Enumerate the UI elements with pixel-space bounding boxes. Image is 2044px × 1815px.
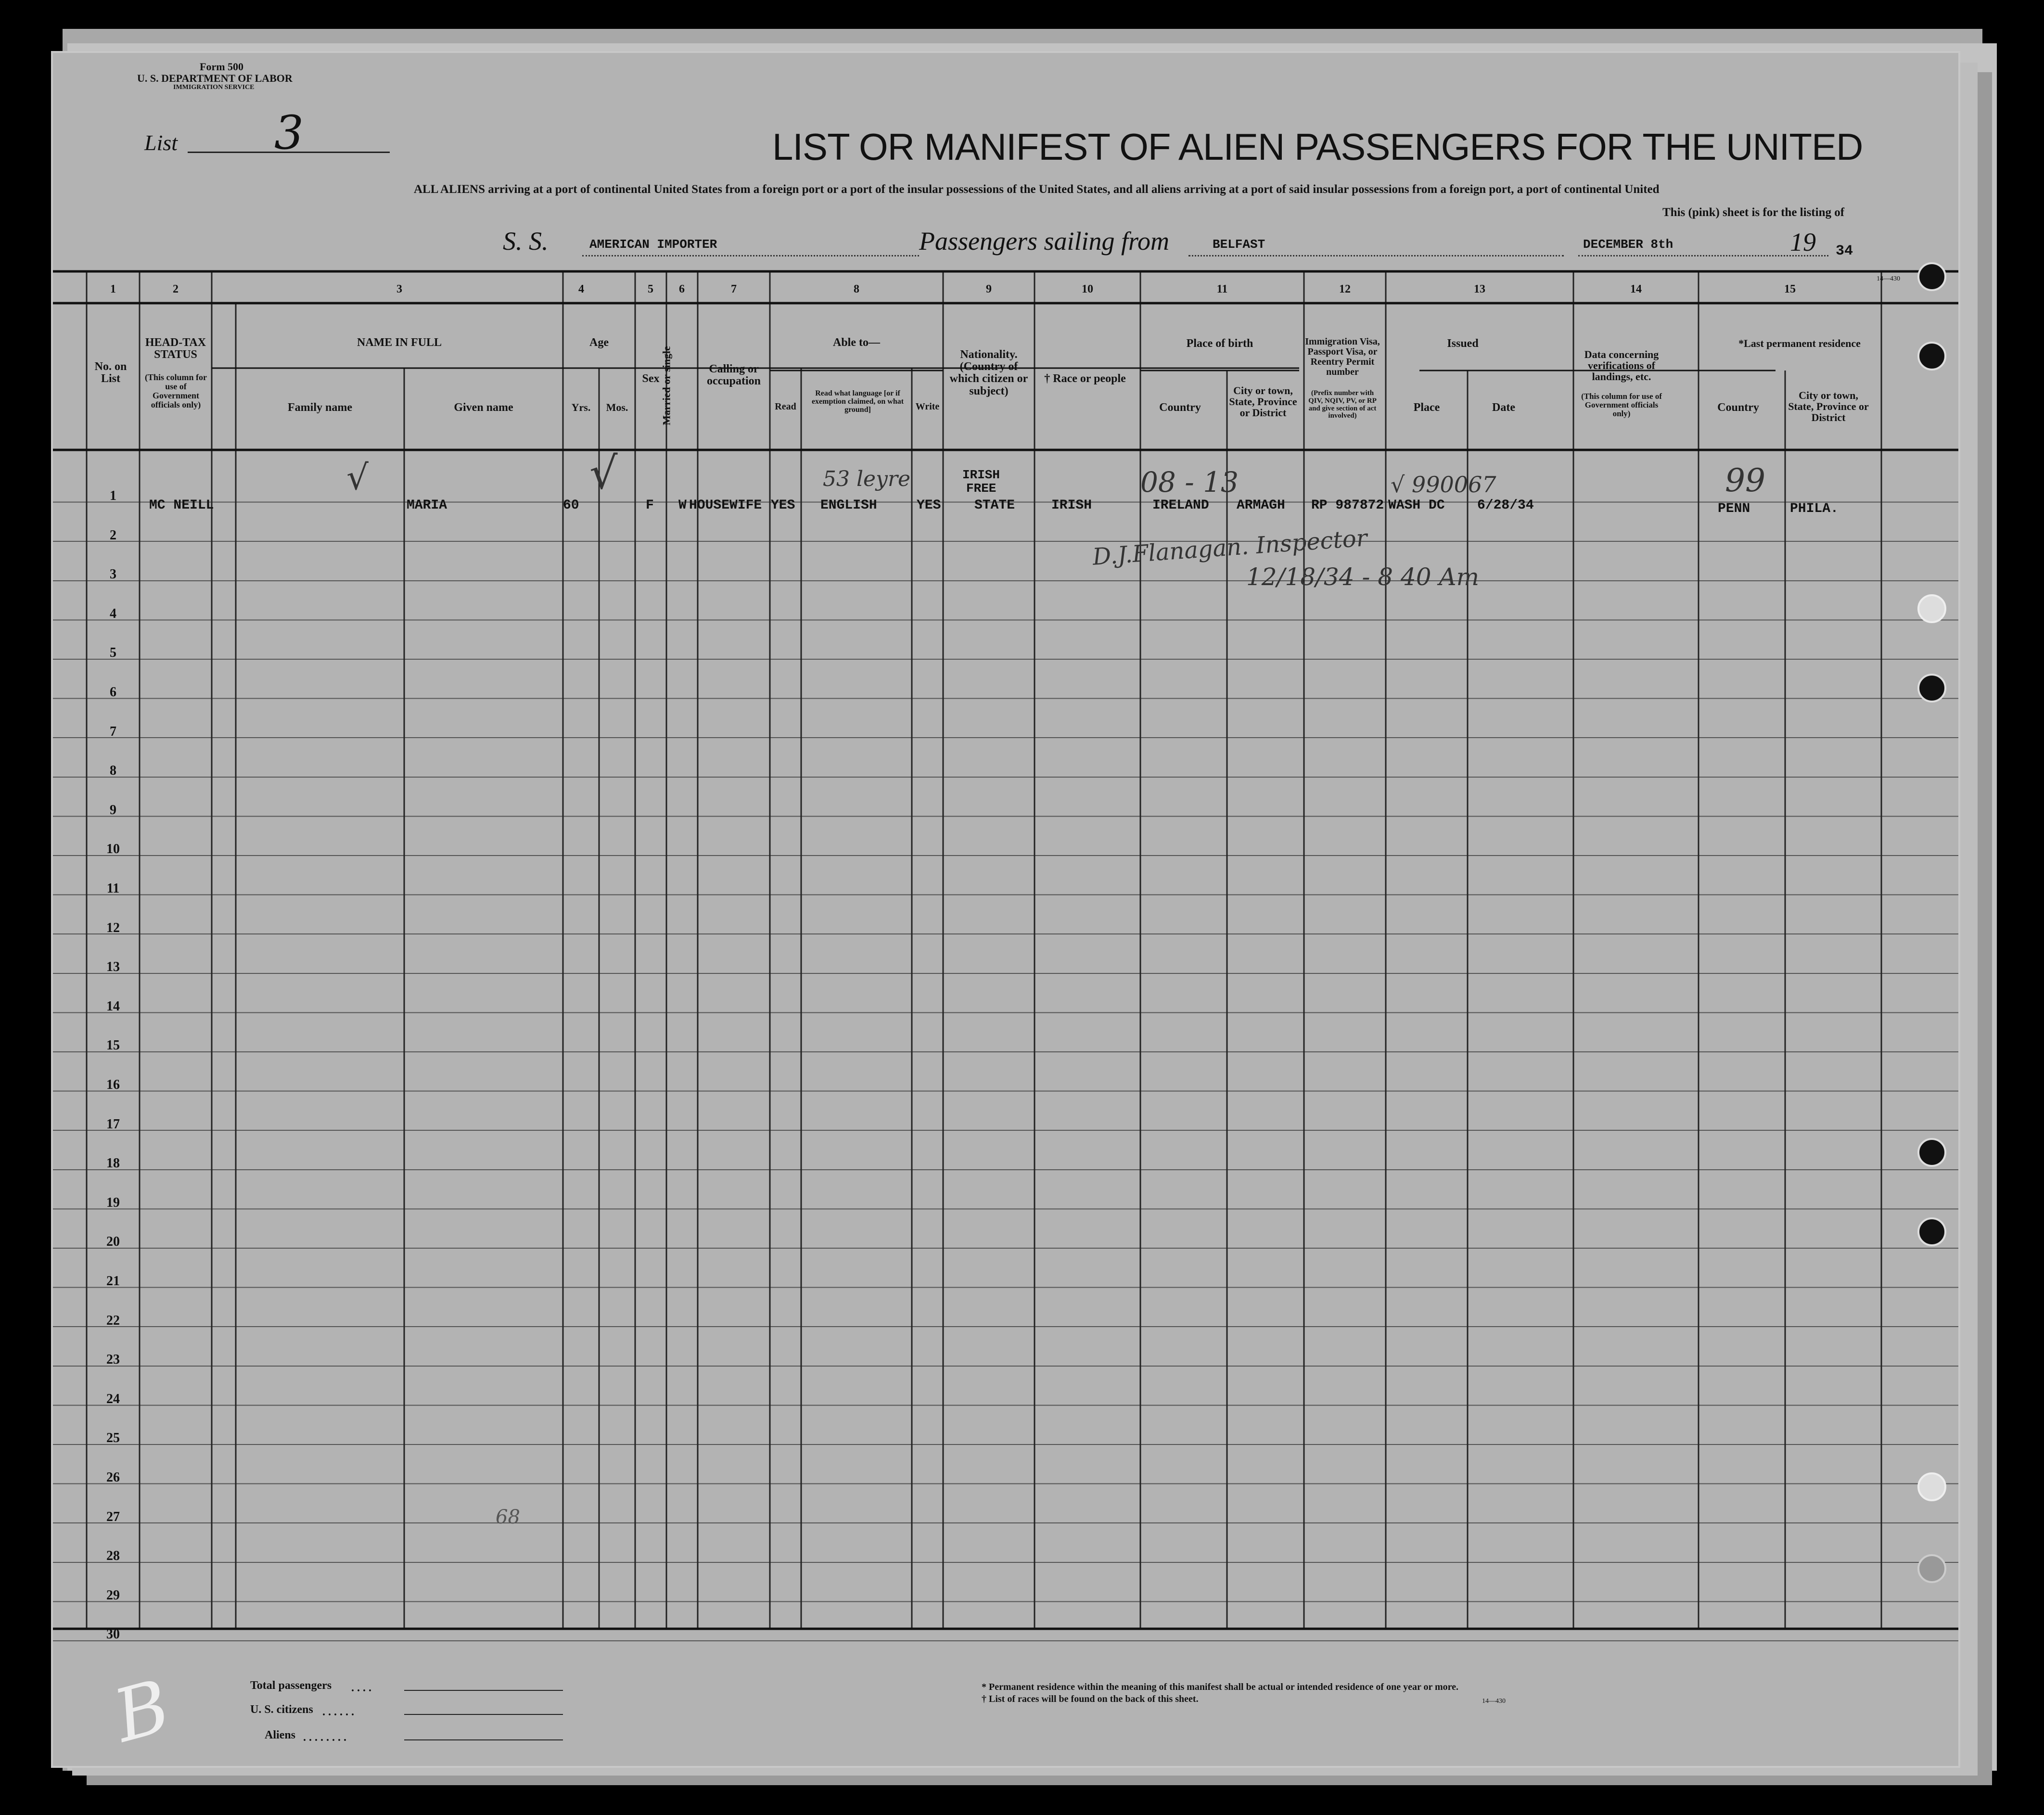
footer-note-races: † List of races will be found on the back of this sheet.	[982, 1694, 1199, 1704]
language-cell: ENGLISH	[820, 498, 877, 513]
column-number: 4	[578, 283, 584, 295]
row-number: 25	[106, 1431, 120, 1446]
row-number: 16	[106, 1077, 120, 1092]
write-cell: YES	[917, 498, 941, 513]
header-able-to: Able to—	[833, 336, 880, 349]
header-family-name: Family name	[288, 401, 352, 414]
issued-place-cell: WASH DC	[1388, 498, 1445, 513]
row-number: 11	[106, 881, 120, 896]
port-name: BELFAST	[1213, 237, 1265, 252]
header-data-concerning: Data concerning verifications of landings, etc.	[1584, 348, 1659, 383]
row-number: 27	[106, 1509, 120, 1524]
row-number: 9	[110, 802, 116, 818]
column-number: 9	[986, 283, 992, 295]
ss-label: S. S.	[503, 227, 549, 256]
column-number: 10	[1082, 283, 1093, 295]
nationality-line-3: STATE	[974, 498, 1015, 513]
column-number: 11	[1216, 283, 1228, 295]
race-cell: IRISH	[1051, 498, 1092, 513]
ship-name: AMERICAN IMPORTER	[589, 237, 717, 252]
year-suffix: 34	[1836, 243, 1853, 259]
header-last-residence: *Last permanent residence	[1738, 337, 1861, 349]
row-number: 7	[110, 724, 116, 739]
handwritten-inspector-signature: D.J.Flanagan. Inspector	[1091, 524, 1368, 571]
header-yrs: Yrs.	[571, 401, 591, 413]
binder-hole	[1917, 594, 1946, 623]
column-number: 15	[1784, 283, 1796, 295]
row-number: 10	[106, 842, 120, 857]
service-label: IMMIGRATION SERVICE	[173, 84, 255, 91]
column-number: 5	[648, 283, 653, 295]
header-birth-country: Country	[1159, 401, 1201, 414]
row-number: 3	[110, 567, 116, 582]
handwritten-68: 68	[496, 1506, 520, 1528]
binder-hole	[1917, 1138, 1946, 1167]
binder-hole	[1917, 342, 1946, 371]
manifest-title: LIST OR MANIFEST OF ALIEN PASSENGERS FOR THE UNITED	[772, 126, 1863, 168]
row-number: 24	[106, 1391, 120, 1406]
header-res-city: City or town, State, Province or District	[1788, 389, 1869, 424]
header-visa-note: (Prefix number with QIV, NQIV, PV, or RP and give section of act involved)	[1308, 389, 1377, 420]
header-no-on-list: No. on List	[94, 360, 127, 385]
column-number: 7	[731, 283, 737, 295]
footer-aliens-line	[404, 1739, 563, 1740]
manifest-grid	[53, 53, 1958, 1766]
row-number: 17	[106, 1116, 120, 1132]
header-data-note: (This column for use of Government officials only)	[1581, 392, 1662, 418]
ship-underline	[582, 255, 919, 256]
row-number: 6	[110, 685, 116, 700]
header-calling: Calling or occupation	[706, 363, 761, 388]
sailing-label: Passengers sailing from	[919, 227, 1170, 256]
residence-city-cell: PHILA.	[1790, 501, 1839, 516]
header-issued-date: Date	[1492, 401, 1515, 414]
handwritten-corner-mark: B	[105, 1664, 179, 1759]
header-race: † Race or people	[1044, 372, 1126, 385]
binder-hole	[1917, 262, 1946, 291]
handwritten-birth-code: 08 - 13	[1140, 466, 1239, 498]
row-number: 8	[110, 763, 116, 779]
footer-us-citizens: U. S. citizens	[250, 1703, 313, 1716]
column-number: 3	[396, 283, 402, 295]
row-number: 13	[106, 959, 120, 975]
port-underline	[1188, 255, 1564, 256]
given-name-cell: MARIA	[407, 498, 447, 513]
column-number: 14	[1630, 283, 1642, 295]
list-label: List	[144, 130, 178, 155]
header-sex: Sex	[642, 372, 660, 385]
handwritten-check-family: √	[346, 457, 369, 498]
manifest-subtitle-1: ALL ALIENS arriving at a port of continental United States from a foreign port or a port of the insular possessions of the United States, and all aliens arriving at a port of said insular possessions from a foreign port, a port of continental United	[414, 183, 1660, 196]
footer-note-residence: * Permanent residence within the meaning of this manifest shall be actual or intended residence of one year or more.	[982, 1682, 1459, 1692]
row-number: 15	[106, 1038, 120, 1053]
read-cell: YES	[771, 498, 795, 513]
header-write: Write	[915, 401, 940, 412]
row-number: 14	[106, 998, 120, 1014]
row-number: 22	[106, 1313, 120, 1328]
footer-total-passengers: Total passengers	[250, 1679, 332, 1692]
column-number: 8	[854, 283, 859, 295]
row-number: 20	[106, 1234, 120, 1250]
footer-citizens-line	[404, 1714, 563, 1715]
header-head-tax-note: (This column for use of Government officials only)	[144, 372, 207, 409]
footer-aliens: Aliens	[265, 1729, 296, 1741]
column-number: 12	[1339, 283, 1351, 295]
header-given-name: Given name	[454, 401, 513, 414]
header-married: Married or single	[660, 346, 673, 425]
row-number: 1	[110, 488, 116, 503]
handwritten-read-note: 53 leyre	[823, 467, 911, 491]
age-years-cell: 60	[563, 498, 579, 513]
corner-code: 14—430	[1877, 275, 1900, 282]
header-birth-city: City or town, State, Province or District	[1229, 384, 1297, 419]
header-age: Age	[589, 336, 609, 349]
manifest-sheet	[53, 53, 1958, 1766]
handwritten-check-age: √	[589, 447, 618, 499]
marital-cell: W	[678, 498, 687, 513]
department-label: U. S. DEPARTMENT OF LABOR	[137, 72, 293, 84]
header-head-tax: HEAD-TAX STATUS	[145, 336, 206, 361]
occupation-cell: HOUSEWIFE	[689, 498, 762, 513]
binder-hole	[1917, 674, 1946, 703]
column-number: 6	[679, 283, 685, 295]
residence-country-cell: PENN	[1718, 501, 1750, 516]
form-number: Form 500	[200, 61, 244, 73]
footer-total-dots: . . . .	[351, 1682, 371, 1694]
binder-hole	[1917, 1217, 1946, 1246]
year-prefix: 19	[1790, 228, 1816, 256]
handwritten-visa-note: √ 990067	[1391, 472, 1496, 498]
nationality-line-2: FREE	[966, 481, 996, 496]
binder-hole	[1917, 1472, 1946, 1501]
visa-number-cell: RP 987872	[1311, 498, 1384, 513]
header-name-in-full: NAME IN FULL	[357, 336, 442, 349]
footer-total-line	[404, 1690, 563, 1691]
footer-aliens-dots: . . . . . . . .	[303, 1731, 346, 1744]
list-number: 3	[274, 106, 304, 160]
sex-cell: F	[646, 498, 654, 513]
row-number: 18	[106, 1156, 120, 1171]
header-read: Read	[775, 401, 796, 412]
row-number: 19	[106, 1195, 120, 1210]
row-number: 5	[110, 645, 116, 661]
header-nationality: Nationality. (Country of which citizen or subject)	[949, 348, 1028, 397]
row-number: 28	[106, 1548, 120, 1564]
row-number: 12	[106, 920, 120, 935]
birth-city-cell: ARMAGH	[1237, 498, 1285, 513]
header-mos: Mos.	[606, 401, 628, 413]
column-number: 1	[110, 283, 116, 295]
row-number: 30	[106, 1627, 120, 1642]
footer-code: 14—430	[1482, 1698, 1506, 1705]
manifest-subtitle-2: This (pink) sheet is for the listing of	[1662, 206, 1845, 219]
handwritten-residence-code: 99	[1725, 462, 1765, 499]
header-place-of-birth: Place of birth	[1186, 337, 1253, 350]
row-number: 29	[106, 1587, 120, 1603]
row-number: 26	[106, 1470, 120, 1485]
header-issued: Issued	[1447, 337, 1479, 350]
row-number: 2	[110, 527, 116, 543]
column-number: 13	[1474, 283, 1485, 295]
row-number: 4	[110, 606, 116, 621]
footer-citizens-dots: . . . . . .	[322, 1706, 354, 1718]
header-res-country: Country	[1717, 401, 1759, 414]
header-visa: Immigration Visa, Passport Visa, or Reentry Permit number	[1305, 336, 1380, 377]
header-read-what: Read what language [or if exemption claimed, on what ground]	[811, 389, 904, 414]
handwritten-inspection-date: 12/18/34 - 8 40 Am	[1246, 563, 1479, 591]
family-name-cell: MC NEILL	[149, 498, 214, 513]
binder-hole	[1917, 1554, 1946, 1583]
header-issued-place: Place	[1413, 401, 1440, 414]
sailing-date: DECEMBER 8th	[1583, 237, 1674, 252]
nationality-line-1: IRISH	[962, 468, 1000, 482]
birth-country-cell: IRELAND	[1152, 498, 1209, 513]
row-number: 23	[106, 1352, 120, 1368]
column-number: 2	[173, 283, 179, 295]
row-number: 21	[106, 1274, 120, 1289]
issued-date-cell: 6/28/34	[1477, 498, 1534, 513]
